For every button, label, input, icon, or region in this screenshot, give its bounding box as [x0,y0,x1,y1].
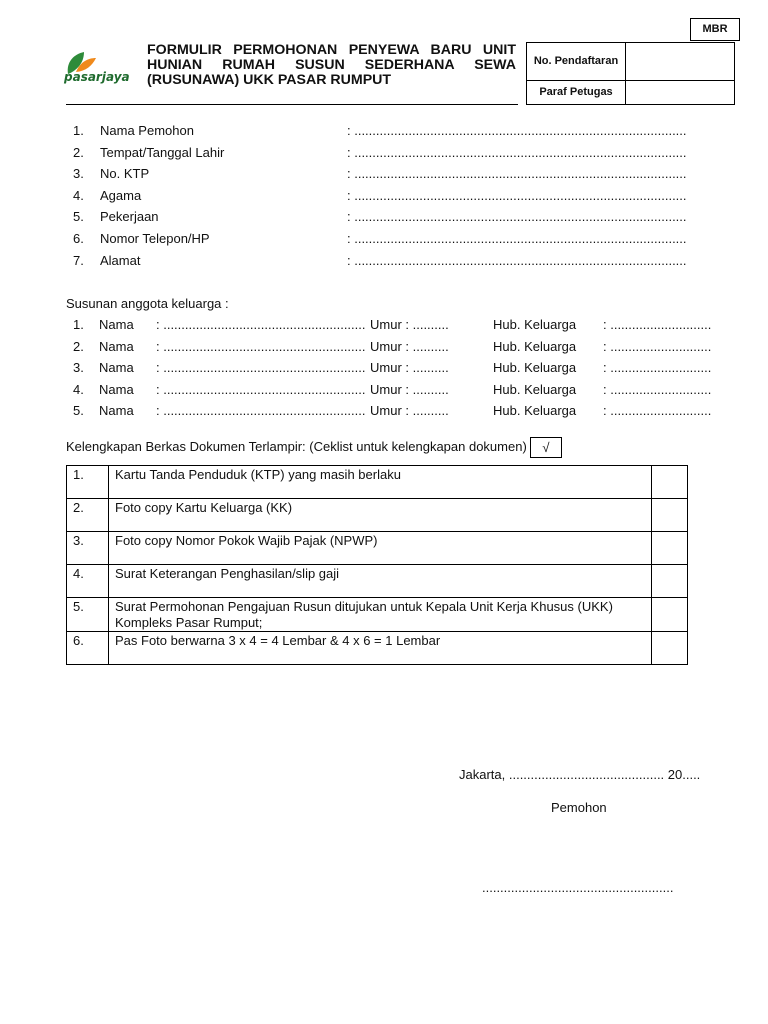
document-name: Foto copy Kartu Keluarga (KK) [109,499,652,532]
document-row [67,532,688,565]
document-number: 6. [67,632,109,665]
name-label: Nama [99,317,134,332]
field-row [0,145,768,165]
field-label: Agama [100,188,142,203]
documents-heading: Kelengkapan Berkas Dokumen Terlampir: (Ceklist untuk kelengkapan dokumen) [66,439,527,454]
relation-label: Hub. Keluarga [493,382,577,397]
document-row [67,499,688,532]
field-blank[interactable]: : ............................................................................................ [347,231,687,246]
field-label: Nama Pemohon [100,123,194,138]
family-heading: Susunan anggota keluarga : [66,296,229,311]
document-row [67,466,688,499]
signature-line[interactable]: ..................................................... [482,880,674,895]
field-row [0,123,768,143]
document-name: Kartu Tanda Penduduk (KTP) yang masih berlaku [109,466,652,499]
document-checkbox[interactable] [652,598,688,632]
field-label: Nomor Telepon/HP [100,231,210,246]
relation-label: Hub. Keluarga [493,360,577,375]
officer-initial-label: Paraf Petugas [527,81,626,105]
documents-table [66,465,688,665]
relation-label: Hub. Keluarga [493,403,577,418]
document-name: Surat Keterangan Penghasilan/slip gaji [109,565,652,598]
officer-initial-field[interactable] [626,81,735,105]
document-checkbox[interactable] [652,632,688,665]
age-blank[interactable]: Umur : .......... [370,403,449,418]
field-number: 6. [73,231,84,246]
registration-box [526,42,735,105]
age-blank[interactable]: Umur : .......... [370,360,449,375]
field-number: 5. [73,209,84,224]
relation-label: Hub. Keluarga [493,317,577,332]
field-number: 1. [73,123,84,138]
field-blank[interactable]: : ............................................................................................ [347,188,687,203]
document-name: Foto copy Nomor Pokok Wajib Pajak (NPWP) [109,532,652,565]
relation-blank[interactable]: : ............................ [603,360,712,375]
family-row [0,317,768,337]
relation-blank[interactable]: : ............................ [603,403,712,418]
age-blank[interactable]: Umur : .......... [370,339,449,354]
field-label: Pekerjaan [100,209,159,224]
registration-number-label: No. Pendaftaran [527,43,626,81]
place-date-line[interactable]: Jakarta, ........................................... 20..... [459,767,701,782]
field-row [0,188,768,208]
field-blank[interactable]: : ............................................................................................ [347,145,687,160]
document-row [67,565,688,598]
field-label: No. KTP [100,166,150,181]
name-blank[interactable]: : ........................................................ [156,403,366,418]
document-number: 3. [67,532,109,565]
relation-blank[interactable]: : ............................ [603,382,712,397]
mbr-badge: MBR [690,18,740,41]
registration-number-field[interactable] [626,43,735,81]
document-name: Pas Foto berwarna 3 x 4 = 4 Lembar & 4 x 6 = 1 Lembar [109,632,652,665]
age-blank[interactable]: Umur : .......... [370,382,449,397]
name-blank[interactable]: : ........................................................ [156,382,366,397]
family-row [0,403,768,423]
name-label: Nama [99,360,134,375]
name-blank[interactable]: : ........................................................ [156,317,366,332]
name-blank[interactable]: : ........................................................ [156,360,366,375]
row-number: 1. [73,317,84,332]
row-number: 3. [73,360,84,375]
field-row [0,253,768,273]
pasarjaya-logo [62,46,132,90]
applicant-role-label: Pemohon [551,800,607,815]
row-number: 4. [73,382,84,397]
relation-blank[interactable]: : ............................ [603,339,712,354]
family-row [0,382,768,402]
row-number: 5. [73,403,84,418]
document-row [67,598,688,632]
document-row [67,632,688,665]
document-number: 2. [67,499,109,532]
field-row [0,209,768,229]
name-label: Nama [99,382,134,397]
row-number: 2. [73,339,84,354]
document-name: Surat Permohonan Pengajuan Rusun ditujukan untuk Kepala Unit Kerja Khusus (UKK) Kompleks Pasar Rumput; [109,598,652,632]
field-number: 4. [73,188,84,203]
family-row [0,339,768,359]
name-blank[interactable]: : ........................................................ [156,339,366,354]
document-checkbox[interactable] [652,499,688,532]
field-number: 7. [73,253,84,268]
field-label: Alamat [100,253,141,268]
field-row [0,166,768,186]
relation-label: Hub. Keluarga [493,339,577,354]
document-checkbox[interactable] [652,532,688,565]
title-divider [66,104,518,105]
field-blank[interactable]: : ............................................................................................ [347,209,687,224]
field-number: 2. [73,145,84,160]
name-label: Nama [99,339,134,354]
document-checkbox[interactable] [652,466,688,499]
age-blank[interactable]: Umur : .......... [370,317,449,332]
field-label: Tempat/Tanggal Lahir [100,145,225,160]
checkmark-legend-box: √ [530,437,562,458]
document-checkbox[interactable] [652,565,688,598]
relation-blank[interactable]: : ............................ [603,317,712,332]
form-title: FORMULIR PERMOHONAN PENYEWA BARU UNIT HUNIAN RUMAH SUSUN SEDERHANA SEWA (RUSUNAWA) UKK PASAR RUMPUT [147,42,516,88]
logo-text: pasarjaya [64,70,130,84]
document-number: 5. [67,598,109,632]
field-row [0,231,768,251]
document-number: 4. [67,565,109,598]
field-number: 3. [73,166,84,181]
document-number: 1. [67,466,109,499]
field-blank[interactable]: : ............................................................................................ [347,123,687,138]
field-blank[interactable]: : ............................................................................................ [347,166,687,181]
field-blank[interactable]: : ............................................................................................ [347,253,687,268]
family-row [0,360,768,380]
name-label: Nama [99,403,134,418]
